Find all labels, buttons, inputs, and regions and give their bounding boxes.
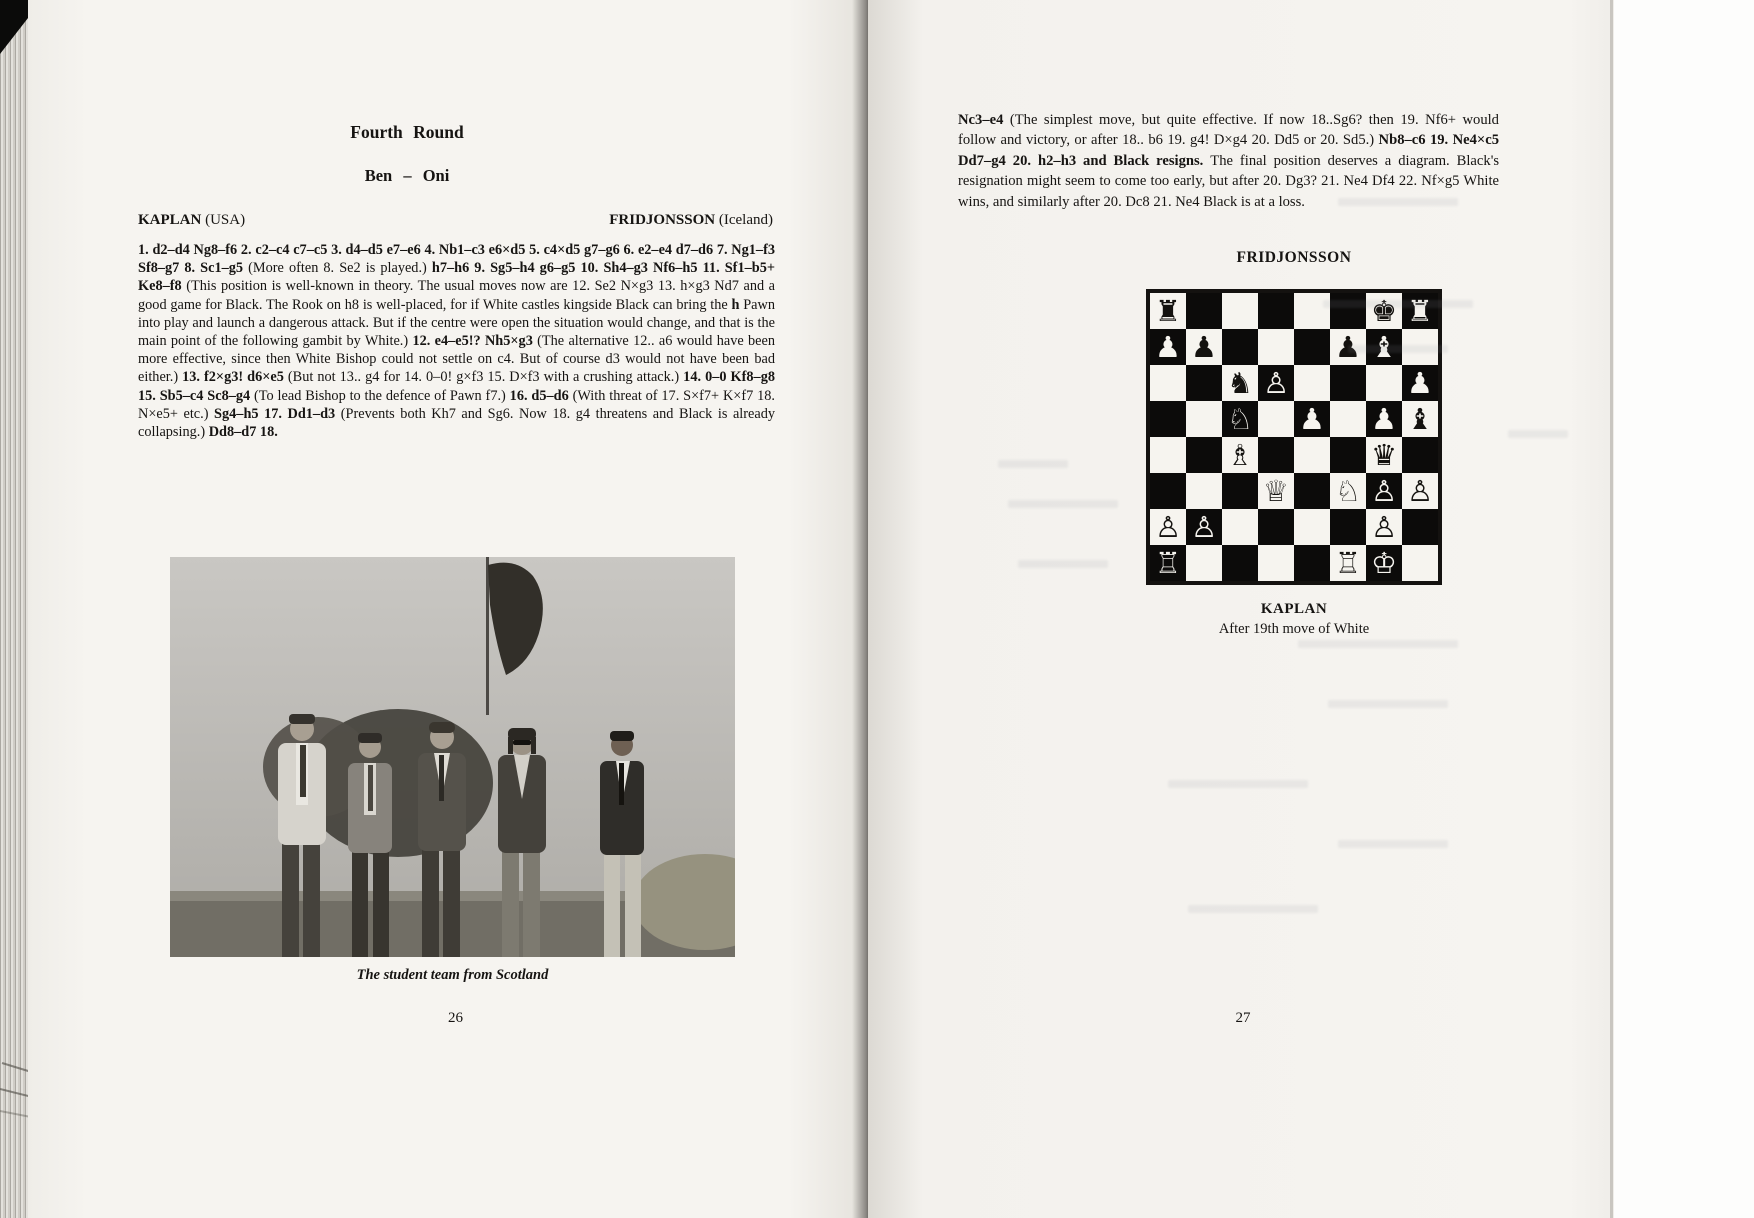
board-square-h8 [1402, 293, 1438, 329]
bleedthrough-artifact [998, 460, 1068, 468]
white-bishop-c4: ♗ [1227, 438, 1253, 472]
board-square-d3 [1258, 473, 1294, 509]
board-square-d1 [1258, 545, 1294, 581]
board-square-e8 [1294, 293, 1330, 329]
right-page [868, 0, 1614, 1218]
bleedthrough-artifact [1298, 640, 1458, 648]
board-square-b2 [1186, 509, 1222, 545]
board-square-g3 [1366, 473, 1402, 509]
board-square-c6 [1222, 365, 1258, 401]
board-square-f4 [1330, 437, 1366, 473]
bleedthrough-artifact [1508, 430, 1568, 438]
black-king-g8: ♚ [1371, 294, 1397, 328]
board-square-a3 [1150, 473, 1186, 509]
white-pawn-h3: ♙ [1407, 474, 1433, 508]
board-square-h6 [1402, 365, 1438, 401]
white-knight-f3: ♘ [1335, 474, 1361, 508]
bleedthrough-artifact [1188, 905, 1318, 913]
white-king-g1: ♔ [1371, 546, 1397, 580]
match-heading: Ben – Oni [364, 166, 450, 185]
board-square-g5 [1366, 401, 1402, 437]
black-pawn-f7: ♟ [1335, 330, 1361, 364]
black-player-label [609, 212, 773, 229]
board-square-g4 [1366, 437, 1402, 473]
board-square-b5 [1186, 401, 1222, 437]
diagram-caption: After 19th move of White [1218, 621, 1370, 637]
board-square-d7 [1258, 329, 1294, 365]
board-square-f6 [1330, 365, 1366, 401]
left-page [28, 0, 868, 1218]
bleedthrough-artifact [1168, 780, 1308, 788]
board-square-a4 [1150, 437, 1186, 473]
board-square-a6 [1150, 365, 1186, 401]
black-pawn-g5: ♟ [1371, 402, 1397, 436]
white-pawn-a2: ♙ [1155, 510, 1181, 544]
board-square-c1 [1222, 545, 1258, 581]
board-square-c7 [1222, 329, 1258, 365]
black-queen-g4: ♛ [1371, 438, 1397, 472]
sunglasses [513, 740, 531, 745]
board-square-d2 [1258, 509, 1294, 545]
flag-pole [486, 557, 489, 715]
black-pawn-b7: ♟ [1191, 330, 1217, 364]
black-rook-h8: ♜ [1407, 294, 1433, 328]
bleedthrough-artifact [1328, 700, 1448, 708]
team-photo [170, 557, 735, 957]
board-square-b7 [1186, 329, 1222, 365]
black-player-name: FRIDJONSSON [609, 212, 716, 228]
board-square-a5 [1150, 401, 1186, 437]
black-pawn-e5: ♟ [1299, 402, 1325, 436]
white-player-name: KAPLAN [138, 212, 202, 228]
board-square-b1 [1186, 545, 1222, 581]
board-square-e5 [1294, 401, 1330, 437]
white-pawn-g2: ♙ [1371, 510, 1397, 544]
board-square-g8 [1366, 293, 1402, 329]
board-square-f3 [1330, 473, 1366, 509]
board-square-d6 [1258, 365, 1294, 401]
board-square-b3 [1186, 473, 1222, 509]
board-square-f1 [1330, 545, 1366, 581]
black-pawn-a7: ♟ [1155, 330, 1181, 364]
white-pawn-d6: ♙ [1263, 366, 1289, 400]
board-square-g2 [1366, 509, 1402, 545]
board-square-c8 [1222, 293, 1258, 329]
board-square-h3 [1402, 473, 1438, 509]
bleedthrough-artifact [1323, 300, 1473, 308]
bleedthrough-artifact [1018, 560, 1108, 568]
board-square-d8 [1258, 293, 1294, 329]
bleedthrough-artifact [1008, 500, 1118, 508]
board-square-f8 [1330, 293, 1366, 329]
board-square-d5 [1258, 401, 1294, 437]
board-square-c5 [1222, 401, 1258, 437]
black-knight-c6: ♞ [1227, 366, 1253, 400]
board-square-a1 [1150, 545, 1186, 581]
black-player-origin: (Iceland) [715, 212, 773, 228]
bleedthrough-artifact [1338, 198, 1458, 206]
board-square-f5 [1330, 401, 1366, 437]
game-notation-text: 1. d2–d4 Ng8–f6 2. c2–c4 c7–c5 3. d4–d5 e7–e6 4. Nb1–c3 e6×d5 5. c4×d5 g7–g6 6. e2–e4 d7–d6 7. Ng1–f3 Sf8–g7 8. Sc1–g5 (More often 8. Se2 is played.) h7–h6 9. Sg5–h4 g6–g5 10. Sh4–g3 Nf6–h5 11. Sf1–b5+ Ke8–f8 (This position is well-known in theory. The usual moves now are 12. Se2 N×g3 13. h×g3 Nd7 and a good game for Black. The Rook on h8 is well-placed, for if White castles kingside Black can bring the h Pawn into play and launch a dangerous attack. But if the centre were open the situation would change, and that is the main point of the following gambit by White.) 12. e4–e5!? Nh5×g3 (The alternative 12.. a6 would have been more effective, since then White Bishop could not settle on c4. But of course d3 would not have been bad either.) 13. f2×g3! d6×e5 (But not 13.. g4 for 14. 0–0! g×f3 15. D×f3 with a crushing attack.) 14. 0–0 Kf8–g8 15. Sb5–c4 Sc8–g4 (To lead Bishop to the defence of Pawn f7.) 16. d5–d6 (With threat of 17. S×f7+ K×f7 18. N×e5+ etc.) Sg4–h5 17. Dd1–d3 (Prevents both Kh7 and Sg6. Now 18. g4 threatens and Black is already collapsing.) Dd8–d7 18. [138, 242, 776, 441]
board-square-b4 [1186, 437, 1222, 473]
white-pawn-b2: ♙ [1191, 510, 1217, 544]
white-rook-a1: ♖ [1155, 546, 1181, 580]
board-square-g1 [1366, 545, 1402, 581]
bleedthrough-artifact [1338, 840, 1448, 848]
players-line [138, 212, 773, 229]
board-square-b6 [1186, 365, 1222, 401]
board-square-a7 [1150, 329, 1186, 365]
round-heading: Fourth Round [350, 122, 464, 142]
board-square-h4 [1402, 437, 1438, 473]
board-square-h2 [1402, 509, 1438, 545]
board-square-h1 [1402, 545, 1438, 581]
board-square-e3 [1294, 473, 1330, 509]
board-square-e6 [1294, 365, 1330, 401]
black-bishop-h5: ♝ [1407, 402, 1433, 436]
team-photo-graphic [170, 557, 735, 957]
white-knight-c5: ♘ [1227, 402, 1253, 436]
board-square-c2 [1222, 509, 1258, 545]
board-square-c3 [1222, 473, 1258, 509]
photo-caption: The student team from Scotland [356, 967, 549, 983]
board-square-e7 [1294, 329, 1330, 365]
right-paper-edge [1610, 0, 1613, 1218]
white-player-origin: (USA) [201, 212, 246, 228]
board-square-e2 [1294, 509, 1330, 545]
chessboard [1146, 289, 1442, 585]
white-queen-d3: ♕ [1263, 474, 1289, 508]
game-conclusion-text: Nc3–e4 (The simplest move, but quite effective. If now 18..Sg6? then 19. Nf6+ would follow and victory, or after 18.. b6 19. g4! D×g4 20. Dd5 or 20. Sd5.) Nb8–c6 19. Ne4×c5 Dd7–g4 20. h2–h3 and Black resigns. The final position deserves a diagram. Black's resignation might seem to come too early, but after 20. Dg3? 21. Ne4 Df4 22. Nf×g5 White wins, and similarly after 20. Dc8 21. Ne4 Black is at a loss. [958, 112, 1500, 210]
page-number-left: 26 [448, 1010, 463, 1026]
board-square-g6 [1366, 365, 1402, 401]
diagram-white-player-label: KAPLAN [1260, 601, 1328, 617]
board-square-h5 [1402, 401, 1438, 437]
diagram-black-player-label: FRIDJONSSON [1236, 249, 1352, 266]
white-player-label [138, 212, 245, 229]
board-square-a2 [1150, 509, 1186, 545]
page-stack-edge [0, 0, 30, 1218]
board-square-d4 [1258, 437, 1294, 473]
black-rook-a8: ♜ [1155, 294, 1181, 328]
board-square-e4 [1294, 437, 1330, 473]
board-square-c4 [1222, 437, 1258, 473]
board-square-e1 [1294, 545, 1330, 581]
board-square-f2 [1330, 509, 1366, 545]
white-pawn-g3: ♙ [1371, 474, 1397, 508]
bleedthrough-artifact [1348, 345, 1448, 353]
board-square-b8 [1186, 293, 1222, 329]
board-square-a8 [1150, 293, 1186, 329]
black-pawn-h6: ♟ [1407, 366, 1433, 400]
page-number-right: 27 [1235, 1010, 1251, 1026]
white-rook-f1: ♖ [1335, 546, 1361, 580]
black-bishop-g7: ♝ [1371, 330, 1397, 364]
